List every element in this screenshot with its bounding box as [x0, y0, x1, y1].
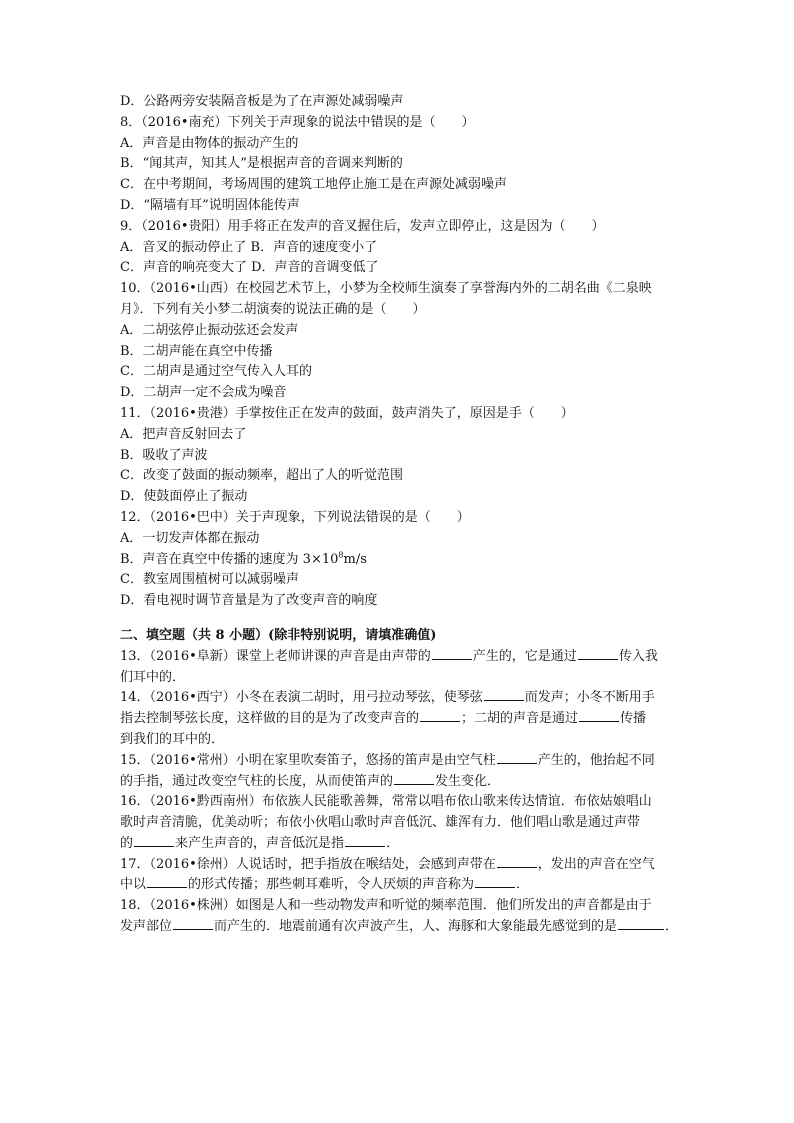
q13-line1	[120, 647, 680, 668]
q13-line2: 们耳中的．	[120, 669, 186, 685]
q14-text: 指去控制琴弦长度，这样做的目的是为了改变声音的	[120, 711, 420, 727]
q12-option-c: C．教室周围植树可以减弱噪声	[120, 572, 299, 588]
q14-text: ；二胡的声音是通过	[461, 711, 579, 727]
q10-stem-line1: 10．（2016•山西）在校园艺术节上，小梦为全校师生演奏了享誉海内外的二胡名曲《二泉映	[120, 281, 652, 297]
q15-text: 的手指，通过改变空气柱的长度，从而使笛声的	[120, 773, 394, 789]
q8-option-d: D．“隔墙有耳”说明固体能传声	[120, 197, 300, 213]
exam-page	[120, 92, 680, 938]
q17-text: 17．（2016•徐州）人说话时，把手指放在喉结处，会感到声带在	[120, 856, 496, 872]
q12-option-b-text: B．声音在真空中传播的速度为 3×10	[120, 551, 339, 567]
q9-options-cd: C．声音的响亮变大了 D．声音的音调变低了	[120, 260, 379, 276]
q10-option-a: A．二胡弦停止振动弦还会发声	[120, 322, 299, 338]
q16-line3	[120, 834, 680, 855]
q18-text: 发声部位	[120, 919, 173, 935]
q13-text: 产生的，它是通过	[472, 648, 577, 664]
q14-line1	[120, 688, 680, 709]
q16-text: 的	[120, 835, 134, 851]
answer-blank[interactable]	[345, 834, 385, 847]
q16-line2: 歌时声音清脆，优美动听；布依小伙唱山歌时声音低沉、雄浑有力．他们唱山歌是通过声带	[120, 815, 641, 831]
answer-blank[interactable]	[579, 709, 619, 722]
q12-option-b-unit: m/s	[343, 551, 367, 567]
q18-line1: 18．（2016•株洲）如图是人和一些动物发声和听觉的频率范围．他们所发出的声音都是由于	[120, 898, 652, 914]
q14-line2	[120, 709, 680, 730]
q17-line1	[120, 855, 680, 876]
q16-text: ．	[386, 835, 400, 851]
q11-option-b: B．吸收了声波	[120, 447, 208, 463]
q18-line2	[120, 917, 680, 938]
q16-line1: 16．（2016•黔西南州）布依族人民能歌善舞，常常以唱布依山歌来传达情谊．布依姑娘唱山	[120, 794, 652, 810]
q12-option-a: A．一切发声体都在振动	[120, 530, 260, 546]
q14-line3: 到我们的耳中的．	[120, 731, 225, 747]
q13-text: 传入我	[618, 648, 658, 664]
answer-blank[interactable]	[497, 751, 537, 764]
q14-text: 14．（2016•西宁）小冬在表演二胡时，用弓拉动琴弦，使琴弦	[120, 690, 483, 706]
q11-option-c: C．改变了鼓面的振动频率，超出了人的听觉范围	[120, 468, 403, 484]
answer-blank[interactable]	[394, 772, 434, 785]
q15-line2	[120, 772, 680, 793]
answer-blank[interactable]	[420, 709, 460, 722]
q16-text: 来产生声音的，声音低沉是指	[175, 835, 345, 851]
q17-text: ．	[516, 877, 530, 893]
q12-option-b	[120, 550, 680, 571]
q14-text: 而发声；小冬不断用手	[524, 690, 655, 706]
q8-option-a: A．声音是由物体的振动产生的	[120, 135, 299, 151]
q8-option-c: C．在中考期间，考场周围的建筑工地停止施工是在声源处减弱噪声	[120, 177, 507, 193]
q15-text: 发生变化．	[435, 773, 501, 789]
q10-option-b: B．二胡声能在真空中传播	[120, 343, 273, 359]
q17-text: 的形式传播；那些刺耳难听，令人厌烦的声音称为	[188, 877, 475, 893]
answer-blank[interactable]	[578, 647, 618, 660]
q11-option-d: D．使鼓面停止了振动	[120, 489, 248, 505]
q17-text: 中以	[120, 877, 147, 893]
q11-stem: 11．（2016•贵港）手掌按住正在发声的鼓面，鼓声消失了，原因是手（ ）	[120, 405, 574, 421]
q15-text: 产生的，他抬起不同	[537, 752, 655, 768]
q7-option-d: D．公路两旁安装隔音板是为了在声源处减弱噪声	[120, 94, 404, 109]
answer-blank[interactable]	[147, 875, 187, 888]
q8-option-b: B．“闻其声，知其人”是根据声音的音调来判断的	[120, 156, 403, 172]
q15-line1	[120, 751, 680, 772]
section-2-title: 二、填空题（共 8 小题）(除非特别说明，请填准确值)	[120, 627, 437, 643]
answer-blank[interactable]	[134, 834, 174, 847]
q18-text: 而产生的．地震前通有次声波产生，人、海豚和大象能最先感觉到的是	[214, 919, 618, 935]
q10-option-d: D．二胡声一定不会成为噪音	[120, 385, 287, 401]
q8-stem: 8．（2016•南充）下列关于声现象的说法中错误的是（ ）	[120, 114, 475, 130]
q17-text: ，发出的声音在空气	[537, 856, 655, 872]
answer-blank[interactable]	[497, 855, 537, 868]
q13-text: 13．（2016•阜新）课堂上老师讲课的声音是由声带的	[120, 648, 431, 664]
q12-stem: 12．（2016•巴中）关于声现象，下列说法错误的是（ ）	[120, 509, 470, 525]
q10-option-c: C．二胡声是通过空气传入人耳的	[120, 364, 312, 380]
q11-option-a: A．把声音反射回去了	[120, 426, 247, 442]
q14-text: 传播	[620, 711, 647, 727]
q12-option-d: D．看电视时调节音量是为了改变声音的响度	[120, 593, 378, 609]
q18-text: ．	[665, 919, 679, 935]
q12-option-b-exponent: 8	[338, 550, 344, 560]
q15-text: 15．（2016•常州）小明在家里吹奏笛子，悠扬的笛声是由空气柱	[120, 752, 496, 768]
q17-line2	[120, 875, 680, 896]
answer-blank[interactable]	[475, 875, 515, 888]
q9-stem: 9．（2016•贵阳）用手将正在发声的音叉握住后，发声立即停止，这是因为（ ）	[120, 218, 605, 234]
q9-options-ab: A．音叉的振动停止了 B．声音的速度变小了	[120, 239, 378, 255]
answer-blank[interactable]	[618, 917, 664, 930]
answer-blank[interactable]	[173, 917, 213, 930]
q10-stem-line2: 月》．下列有关小梦二胡演奏的说法正确的是（ ）	[120, 301, 426, 317]
answer-blank[interactable]	[432, 647, 472, 660]
answer-blank[interactable]	[484, 688, 524, 701]
